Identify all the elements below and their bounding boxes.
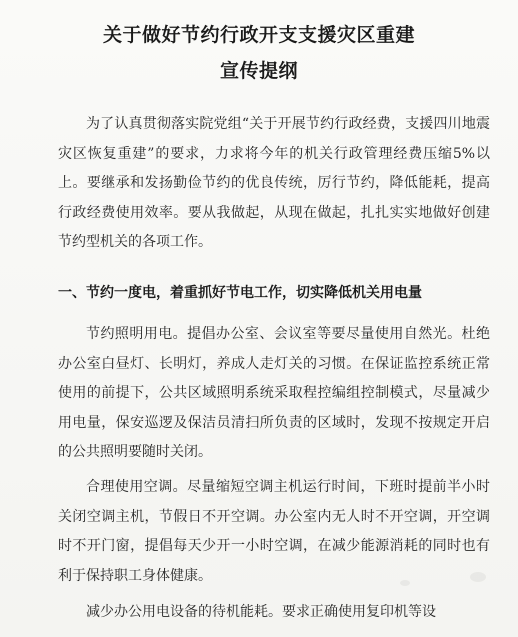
standby-power-paragraph: 减少办公用电设备的待机能耗。要求正确使用复印机等设: [86, 604, 436, 620]
air-conditioning-paragraph: 合理使用空调。尽量缩短空调主机运行时间，下班时提前半小时关闭空调主机，节假日不开空调。办公室内无人时不开空调，开空调时不开门窗，提倡每天少开一小时空调，在减少能源消耗的同时也有利于保持职工身体健康。: [58, 479, 490, 584]
scan-smudge: [470, 572, 486, 582]
section-heading-1: 一、节约一度电，着重抓好节电工作，切实降低机关用电量: [58, 285, 422, 301]
lighting-paragraph: 节约照明用电。提倡办公室、会议室等要尽量使用自然光。杜绝办公室白昼灯、长明灯，养成人走灯关的习惯。在保证监控系统正常使用的前提下，公共区域照明系统采取程控编组控制模式，尽量减少用电量，保安巡逻及保洁员清扫所负责的区域时，发现不按规定开启的公共照明要随时关闭。: [58, 326, 490, 460]
document-subtitle: 宣传提纲: [219, 60, 298, 82]
scan-smudge: [400, 580, 410, 586]
intro-paragraph: 为了认真贯彻落实院党组“关于开展节约行政经费，支援四川地震灾区恢复重建”的要求，力求将今年的机关行政管理经费压缩5%以上。要继承和发扬勤俭节约的优良传统，厉行节约，降低能耗，提高行政经费使用效率。要从我做起，从现在做起，扎扎实实地做好创建节约型机关的各项工作。: [58, 116, 490, 250]
document-title: 关于做好节约行政开支支援灾区重建: [102, 24, 415, 46]
